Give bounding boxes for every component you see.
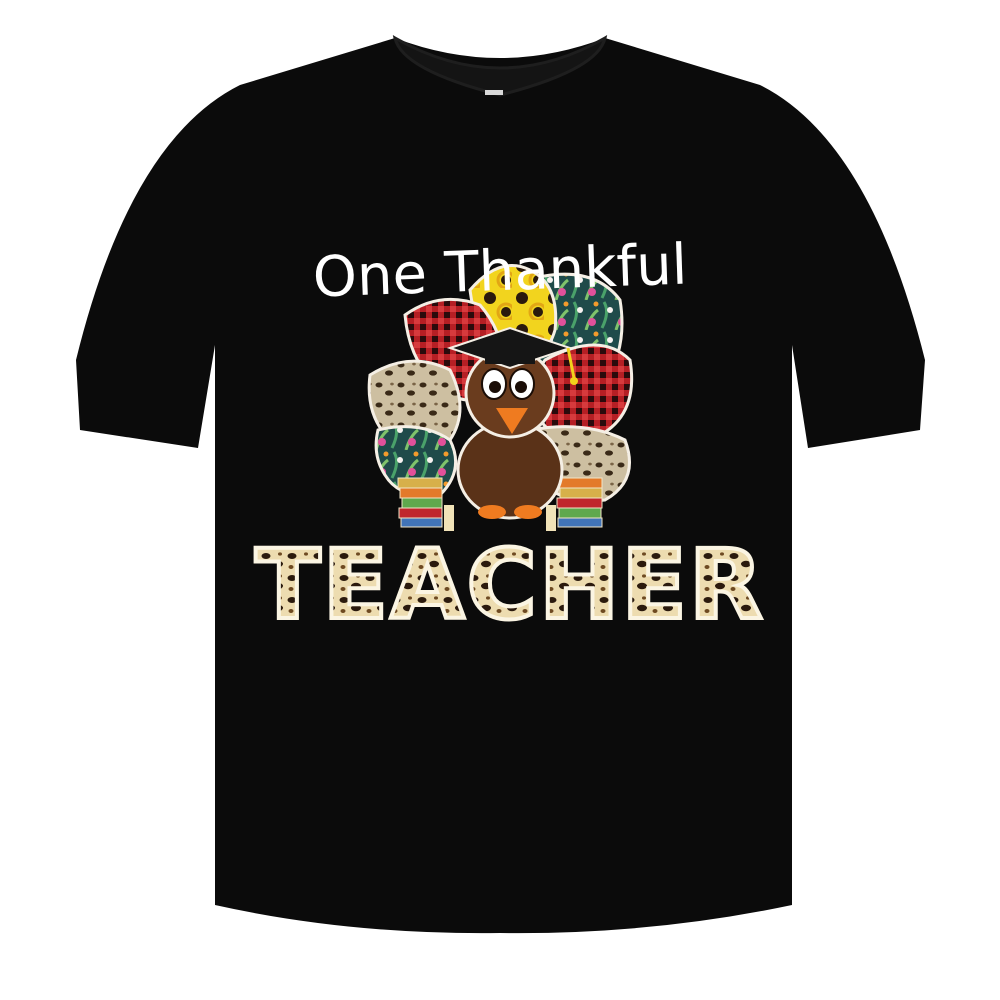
print-top-line: One Thankful: [311, 232, 689, 311]
print-bottom-line: TEACHER: [255, 529, 765, 641]
tshirt-label: [485, 90, 503, 95]
